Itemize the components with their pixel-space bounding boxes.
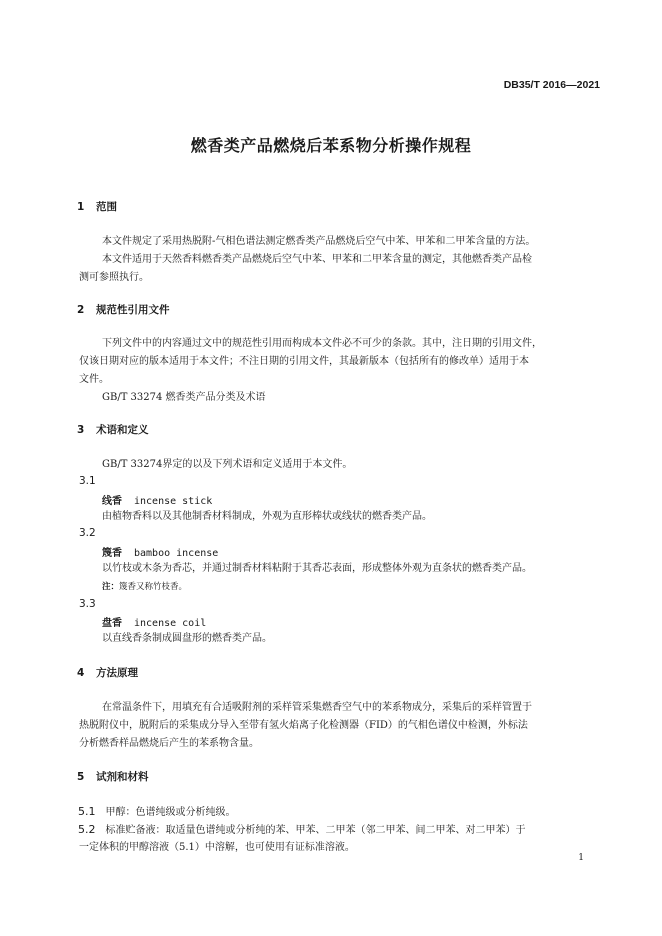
scope-paragraph-1: 本文件规定了采用热脱附-气相色谱法测定燃香类产品燃烧后空气中苯、甲苯和二甲苯含量的方法。 xyxy=(102,236,536,247)
reference-item: GB/T 33274 燃香类产品分类及术语 xyxy=(102,392,266,403)
note-label: 注： xyxy=(102,582,120,592)
scope-paragraph-2-line-2: 测可参照执行。 xyxy=(79,272,149,283)
section-title: 术语和定义 xyxy=(96,424,149,436)
term-zh: 盘香 xyxy=(102,618,122,629)
section-2-heading xyxy=(77,302,170,317)
term-3-3-definition: 以直线香条制成圆盘形的燃香类产品。 xyxy=(102,633,272,644)
reagent-5-2 xyxy=(78,821,526,840)
section-title: 试剂和材料 xyxy=(96,771,149,783)
list-number: 5.1 xyxy=(78,805,96,818)
term-en: incense coil xyxy=(134,618,207,629)
section-title: 方法原理 xyxy=(96,667,138,679)
section-3-heading xyxy=(77,422,149,437)
list-number: 5.2 xyxy=(78,823,96,836)
section-4-heading xyxy=(77,665,138,680)
term-zh: 篾香 xyxy=(102,548,122,559)
term-zh: 线香 xyxy=(102,496,122,507)
term-en: bamboo incense xyxy=(134,548,219,559)
section-title: 规范性引用文件 xyxy=(96,304,170,316)
page-number: 1 xyxy=(578,853,584,863)
term-3-1 xyxy=(102,492,212,507)
principle-line-1: 在常温条件下，用填充有合适吸附剂的采样管采集燃香空气中的苯系物成分，采集后的采样管置于 xyxy=(102,702,532,713)
section-number: 4 xyxy=(77,667,85,679)
term-3-2 xyxy=(102,544,218,559)
terms-intro: GB/T 33274界定的以及下列术语和定义适用于本文件。 xyxy=(102,459,353,470)
term-3-1-definition: 由植物香料以及其他制香材料制成，外观为直形棒状或线状的燃香类产品。 xyxy=(102,511,432,522)
list-text: 标准贮备液：取适量色谱纯或分析纯的苯、甲苯、二甲苯（邻二甲苯、间二甲苯、对二甲苯）于 xyxy=(105,825,526,836)
term-3-2-note xyxy=(102,580,187,592)
reagent-5-2-line-2: 一定体积的甲醇溶液（5.1）中溶解，也可使用有证标准溶液。 xyxy=(79,842,355,853)
document-title: 燃香类产品燃烧后苯系物分析操作规程 xyxy=(190,136,472,155)
section-number: 1 xyxy=(77,201,85,213)
section-1-heading xyxy=(77,199,117,214)
scope-paragraph-2-line-1: 本文件适用于天然香料燃香类产品燃烧后空气中苯、甲苯和二甲苯含量的测定，其他燃香类产品检 xyxy=(102,254,532,265)
section-number: 2 xyxy=(77,304,85,316)
references-paragraph-line-1: 下列文件中的内容通过文中的规范性引用而构成本文件必不可少的条款。其中，注日期的引用文件， xyxy=(102,338,542,349)
term-en: incense stick xyxy=(134,496,213,507)
list-text: 甲醇：色谱纯级或分析纯级。 xyxy=(105,807,236,818)
term-3-3 xyxy=(102,614,206,629)
note-text: 篾香又称竹枝香。 xyxy=(119,582,188,592)
section-number: 5 xyxy=(77,771,85,783)
references-paragraph-line-2: 仅该日期对应的版本适用于本文件；不注日期的引用文件，其最新版本（包括所有的修改单）适用于本 xyxy=(79,356,529,367)
references-paragraph-line-3: 文件。 xyxy=(79,374,109,385)
section-number: 3 xyxy=(77,424,85,436)
reagent-5-1 xyxy=(78,803,236,822)
term-3-2-number: 3.2 xyxy=(79,527,96,539)
term-3-2-definition: 以竹枝或木条为香芯，并通过制香材料粘附于其香芯表面，形成整体外观为直条状的燃香类产品。 xyxy=(102,563,532,574)
principle-line-2: 热脱附仪中，脱附后的采集成分导入至带有氢火焰离子化检测器（FID）的气相色谱仪中检测，外标法 xyxy=(79,720,528,731)
term-3-1-number: 3.1 xyxy=(79,475,96,487)
principle-line-3: 分析燃香样品燃烧后产生的苯系物含量。 xyxy=(79,738,259,749)
term-3-3-number: 3.3 xyxy=(79,598,96,610)
standard-number: DB35/T 2016—2021 xyxy=(503,79,600,91)
section-title: 范围 xyxy=(96,201,117,213)
section-5-heading xyxy=(77,769,149,784)
